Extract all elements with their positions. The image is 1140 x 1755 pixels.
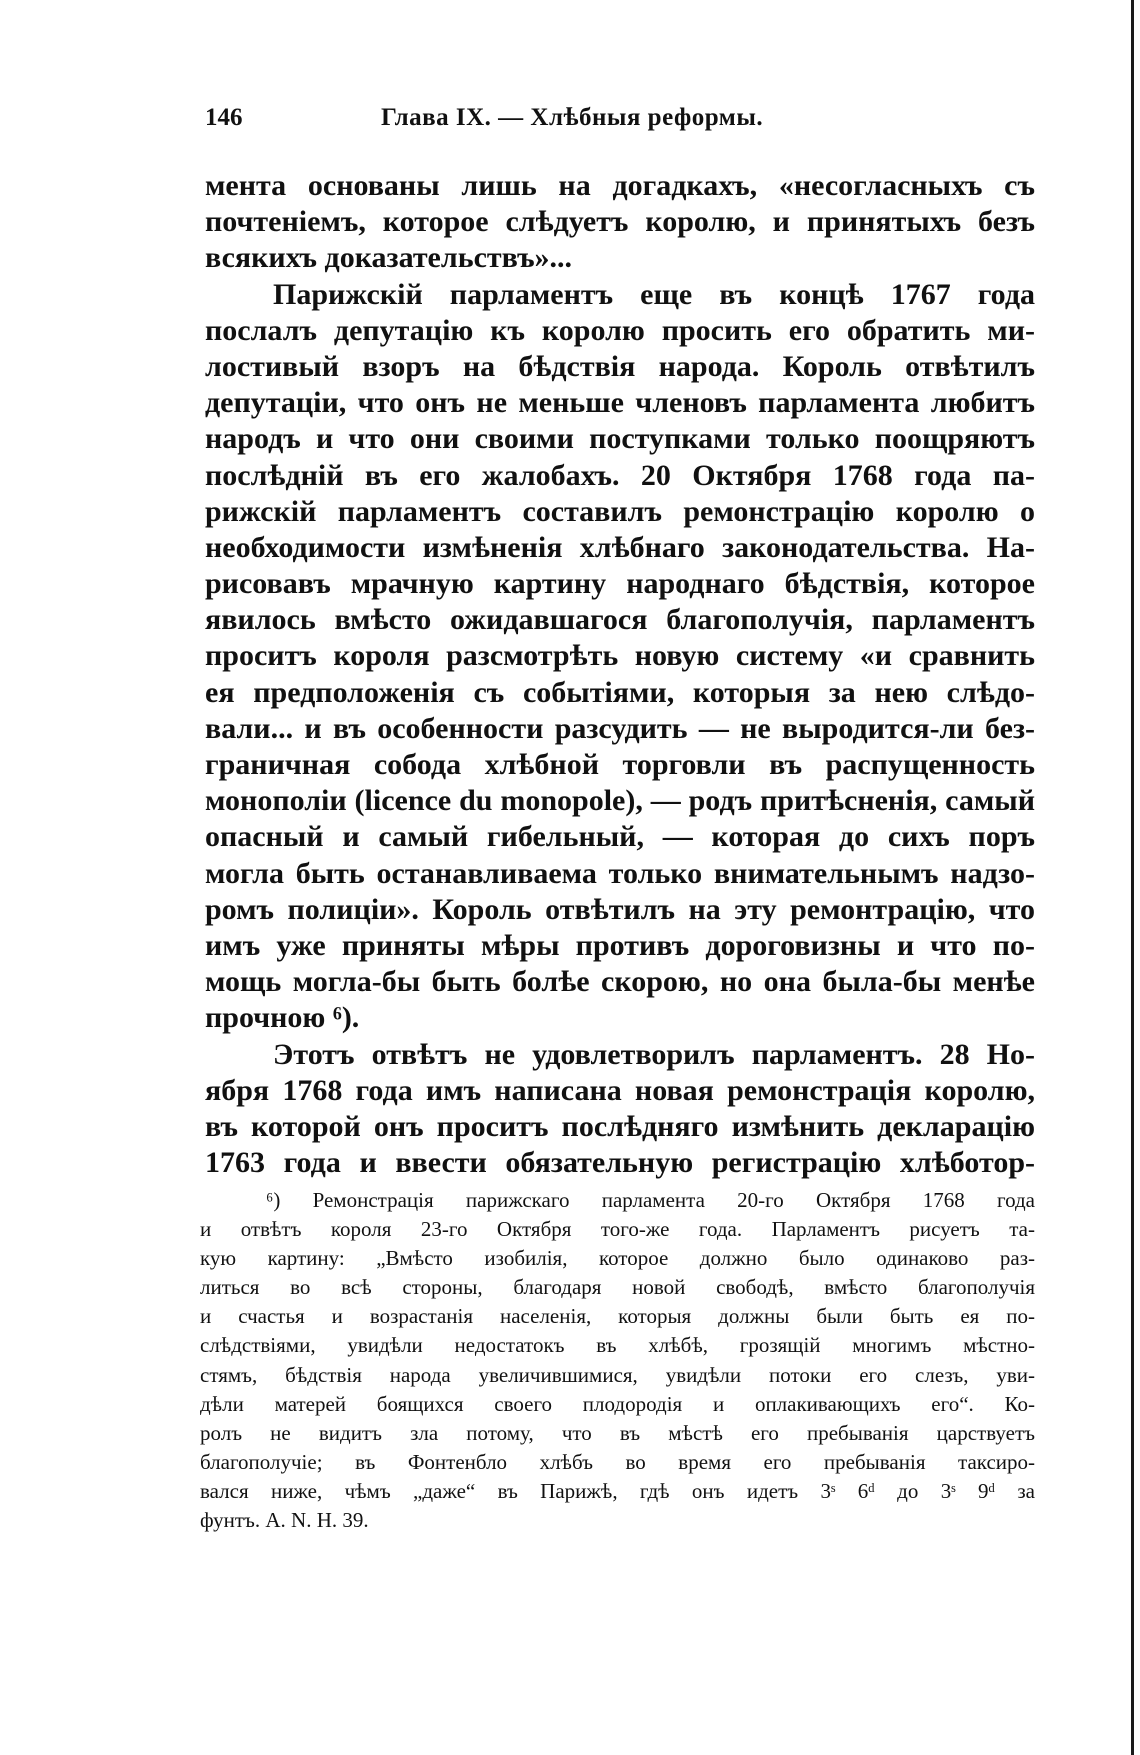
running-head: Глава IX. — Хлѣбныя реформы. xyxy=(381,104,764,131)
body-line: народъ и что они своими поступками только поощряютъ xyxy=(205,422,1035,456)
footnote-line: слѣдствіями, увидѣли недостатокъ въ хлѣбѣ, грозящій многимъ мѣстно- xyxy=(200,1333,1035,1358)
body-line: могла быть останавливаема только внимательнымъ надзо- xyxy=(205,856,1035,890)
footnote-line: фунтъ. A. N. H. 39. xyxy=(200,1508,369,1533)
footnote-line: вался ниже, чѣмъ „даже“ въ Парижѣ, гдѣ онъ идетъ 3ˢ 6ᵈ до 3ˢ 9ᵈ за xyxy=(200,1478,1035,1503)
body-line: монополіи (licence du monopole), — родъ притѣсненія, самый xyxy=(205,784,1035,818)
body-line: лостивый взоръ на бѣдствія народа. Король отвѣтилъ xyxy=(205,349,1035,383)
page-header xyxy=(205,100,1035,140)
body-line: рижскій парламентъ составилъ ремонстрацію королю о xyxy=(205,494,1035,528)
body-line: 1763 года и ввести обязательную регистрацію хлѣботор- xyxy=(205,1146,1035,1180)
body-line: Этотъ отвѣтъ не удовлетворилъ парламентъ. 28 Но- xyxy=(273,1037,1035,1071)
footnotes xyxy=(200,1186,1035,1535)
body-line: прочною ⁶). xyxy=(205,1001,360,1035)
footnote-line: дѣли матерей боящихся своего плодородія и оплакивающихъ его“. Ко- xyxy=(200,1391,1035,1416)
body-line: почтеніемъ, которое слѣдуетъ королю, и принятыхъ безъ xyxy=(205,205,1035,239)
page-edge-line xyxy=(1131,0,1134,1755)
body-line: депутаціи, что онъ не меньше членовъ парламента любитъ xyxy=(205,386,1035,420)
footnote-line: и счастья и возрастанія населенія, которыя должны были быть ея по- xyxy=(200,1304,1035,1329)
body-line: всякихъ доказательствъ»... xyxy=(205,241,573,275)
body-line: рисовавъ мрачную картину народнаго бѣдствія, которое xyxy=(205,567,1035,601)
body-line: мощь могла-бы быть болѣе скорою, но она была-бы менѣе xyxy=(205,965,1035,999)
body-line: имъ уже приняты мѣры противъ дороговизны и что по- xyxy=(205,928,1035,962)
body-line: необходимости измѣненія хлѣбнаго законодательства. На- xyxy=(205,530,1035,564)
body-line: мента основаны лишь на догадкахъ, «несогласныхъ съ xyxy=(205,169,1035,202)
body-line: ромъ полиціи». Король отвѣтилъ на эту ремонтрацію, что xyxy=(205,892,1035,926)
footnote-line: и отвѣтъ короля 23-го Октября того-же года. Парламентъ рисуетъ та- xyxy=(200,1217,1035,1242)
body-line: явилось вмѣсто ожидавшагося благополучія, парламентъ xyxy=(205,603,1035,637)
footnote-line: ролъ не видитъ зла потому, что въ мѣстѣ его пребыванія царствуетъ xyxy=(200,1420,1035,1445)
body-line: ября 1768 года имъ написана новая ремонстрація королю, xyxy=(205,1073,1035,1107)
footnote-line: стямъ, бѣдствія народа увеличившимися, увидѣли потоки его слезъ, уви- xyxy=(200,1362,1035,1387)
body-line: проситъ короля разсмотрѣть новую систему «и сравнить xyxy=(205,639,1035,673)
body-line: ея предположенія съ событіями, которыя за нею слѣдо- xyxy=(205,675,1035,709)
footnote-line: литься во всѣ стороны, благодаря новой свободѣ, вмѣсто благополучія xyxy=(200,1275,1035,1300)
main-text xyxy=(205,168,1035,1181)
body-line: послалъ депутацію къ королю просить его обратить ми- xyxy=(205,313,1035,347)
body-line: послѣдній въ его жалобахъ. 20 Октября 1768 года па- xyxy=(205,458,1035,492)
body-line: въ которой онъ проситъ послѣдняго измѣнить декларацію xyxy=(205,1109,1035,1143)
body-line: опасный и самый гибельный, — которая до сихъ поръ xyxy=(205,820,1035,854)
footnote-line: ⁶) Ремонстрація парижскаго парламента 20-го Октября 1768 года xyxy=(266,1188,1035,1212)
body-line: граничная собода хлѣбной торговли въ распущенность xyxy=(205,748,1035,781)
body-line: Парижскій парламентъ еще въ концѣ 1767 года xyxy=(273,277,1035,311)
body-line: вали... и въ особенности разсудить — не выродится-ли без- xyxy=(205,711,1035,745)
page-number: 146 xyxy=(205,104,243,131)
footnote-line: кую картину: „Вмѣсто изобилія, которое должно было одинаково раз- xyxy=(200,1246,1035,1271)
footnote-line: благополучіе; въ Фонтенбло хлѣбъ во время его пребыванія таксиро- xyxy=(200,1449,1035,1474)
